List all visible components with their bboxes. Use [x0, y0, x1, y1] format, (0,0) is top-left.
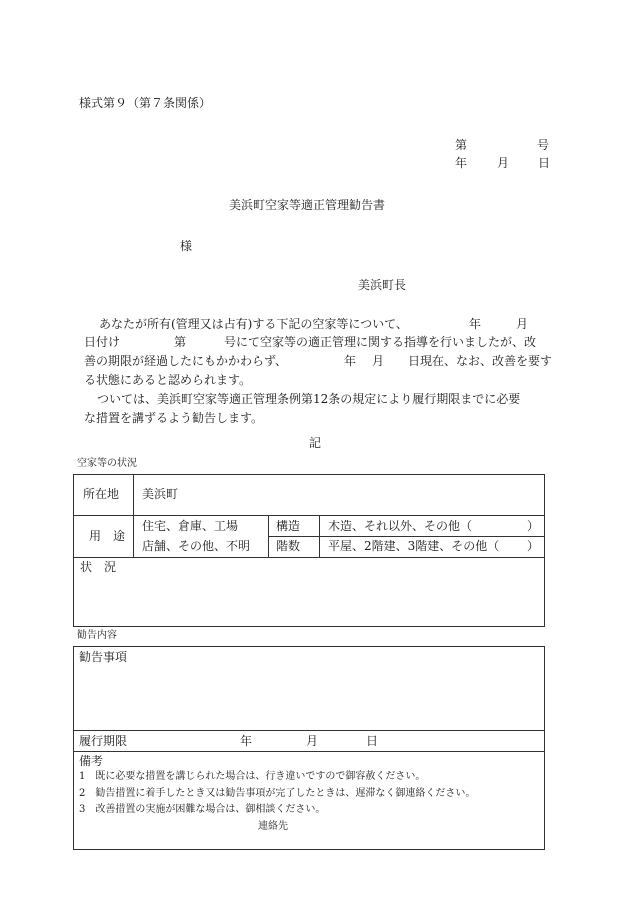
floors-label: 階数: [276, 539, 301, 553]
body-line-2-b: 第: [174, 335, 187, 349]
floors-value: 平屋、2階建、3階建、その他（: [328, 539, 500, 553]
deadline-month: 月: [306, 734, 319, 748]
location-value: 美浜町: [142, 487, 179, 501]
deadline-day: 日: [366, 734, 379, 748]
note-1: 1 既に必要な措置を講じられた場合は、行き違いですので御容赦ください。: [79, 771, 426, 782]
notes-label: 備考: [79, 754, 104, 768]
form-number: 様式第９（第７条関係）: [79, 96, 212, 110]
note-3: 3 改善措置の実施が困難な場合は、御相談ください。: [79, 804, 326, 815]
status-label: 状 況: [80, 560, 117, 574]
deadline-label: 履行期限: [79, 734, 128, 748]
usage-options-line-1: 住宅、倉庫、工場: [142, 519, 239, 533]
body-line-3-a: 善の期限が経過したにもかかわらず、: [84, 354, 288, 368]
body-line-1: あなたが所有(管理又は占有)する下記の空家等について、: [99, 317, 408, 331]
structure-value: 木造、それ以外、その他（: [328, 519, 473, 533]
section-recommendation-label: 勧告内容: [77, 630, 117, 641]
body-line-6: な措置を講ずるよう勧告します。: [84, 411, 264, 425]
doc-number-dai: 第: [455, 138, 468, 152]
date-month: 月: [497, 156, 510, 170]
deadline-year: 年: [240, 734, 253, 748]
ki-label: 記: [309, 436, 322, 450]
contact-label: 連絡先: [258, 821, 288, 832]
recommendation-table: [73, 646, 545, 850]
body-line-1-year: 年: [469, 317, 482, 331]
usage-label: 用 途: [89, 529, 126, 543]
section-status-label: 空家等の状況: [77, 458, 137, 469]
date-day: 日: [538, 156, 551, 170]
body-line-5: ついては、美浜町空家等適正管理条例第12条の規定により履行期限までに必要: [97, 392, 521, 406]
body-line-3-year: 年: [344, 354, 357, 368]
issuer: 美浜町長: [358, 278, 407, 292]
note-2: 2 勧告措置に着手したとき又は勧告事項が完了したときは、遅滞なく御連絡ください。: [79, 788, 476, 799]
body-line-2-c: 号にて空家等の適正管理に関する指導を行いましたが、改: [224, 335, 537, 349]
body-line-4: る状態にあると認められます。: [84, 373, 252, 387]
body-line-1-month: 月: [516, 317, 529, 331]
body-paragraph: [80, 318, 558, 428]
floors-close-paren: ）: [527, 539, 540, 553]
structure-close-paren: ）: [527, 519, 540, 533]
body-line-3-b: 日現在、なお、改善を要す: [408, 354, 553, 368]
body-line-2-a: 日付け: [84, 335, 121, 349]
doc-number-go: 号: [537, 138, 550, 152]
location-label: 所在地: [83, 487, 120, 501]
document-title: 美浜町空家等適正管理勧告書: [229, 198, 386, 212]
date-year: 年: [455, 156, 468, 170]
addressee-suffix: 様: [180, 239, 193, 253]
structure-label: 構造: [276, 519, 301, 533]
recommendation-matters-label: 勧告事項: [79, 650, 128, 664]
usage-options-line-2: 店舗、その他、不明: [142, 539, 251, 553]
body-line-3-month: 月: [372, 354, 385, 368]
